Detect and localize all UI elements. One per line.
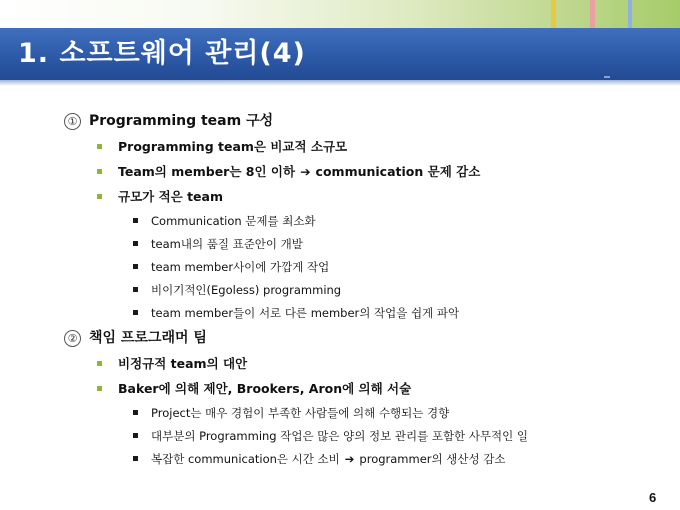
section-heading-1 xyxy=(64,112,273,130)
circled-number: ② xyxy=(64,330,81,347)
black-square-bullet-icon xyxy=(133,241,138,246)
sub-list-item xyxy=(133,235,303,253)
sub-list-item xyxy=(133,427,528,445)
list-item-text: Team의 member는 8인 이하 xyxy=(118,164,296,179)
sub-list-item-text: team내의 품질 표준안이 개발 xyxy=(151,237,303,251)
list-item xyxy=(97,138,347,156)
sub-list-item-text: 비이기적인(Egoless) programming xyxy=(151,283,342,297)
list-item-text: Programming team은 비교적 소규모 xyxy=(118,139,348,154)
sub-list-item-text: team member들이 서로 다른 member의 작업을 쉽게 파악 xyxy=(151,306,460,320)
arrow-right-icon: ➔ xyxy=(344,452,355,466)
sub-list-item-text: 복잡한 communication은 시간 소비 xyxy=(151,452,340,466)
arrow-right-icon: ➔ xyxy=(300,164,311,179)
slide-title: 1. 소프트웨어 관리(4) xyxy=(18,38,306,69)
sub-list-item xyxy=(133,404,449,422)
black-square-bullet-icon xyxy=(133,433,138,438)
list-item xyxy=(97,380,411,398)
list-item-text: 비정규적 team의 대안 xyxy=(118,356,248,371)
green-square-bullet-icon xyxy=(97,194,102,199)
black-square-bullet-icon xyxy=(133,410,138,415)
green-square-bullet-icon xyxy=(97,169,102,174)
list-item xyxy=(97,163,480,181)
circled-number: ① xyxy=(64,113,81,130)
black-square-bullet-icon xyxy=(133,218,138,223)
black-square-bullet-icon xyxy=(133,264,138,269)
sub-list-item xyxy=(133,258,329,276)
section-heading-2 xyxy=(64,329,207,347)
sub-list-item-text: team member사이에 가깝게 작업 xyxy=(151,260,330,274)
sub-list-item-text: programmer의 생산성 감소 xyxy=(359,452,506,466)
page-number: 6 xyxy=(649,490,657,505)
section-heading-text: 책임 프로그래머 팀 xyxy=(89,330,207,346)
green-square-bullet-icon xyxy=(97,386,102,391)
section-heading-text: Programming team 구성 xyxy=(89,113,274,129)
list-item-text: communication 문제 감소 xyxy=(315,164,481,179)
sub-list-item-text: Project는 매우 경험이 부족한 사람들에 의해 수행되는 경향 xyxy=(151,406,450,420)
sub-list-item xyxy=(133,212,316,230)
sub-list-item xyxy=(133,281,341,299)
black-square-bullet-icon xyxy=(133,456,138,461)
sub-list-item xyxy=(133,304,459,322)
black-square-bullet-icon xyxy=(133,310,138,315)
sub-list-item-text: Communication 문제를 최소화 xyxy=(151,214,316,228)
sub-list-item xyxy=(133,450,505,468)
green-square-bullet-icon xyxy=(97,361,102,366)
list-item xyxy=(97,188,223,206)
green-square-bullet-icon xyxy=(97,144,102,149)
black-square-bullet-icon xyxy=(133,287,138,292)
sub-list-item-text: 대부분의 Programming 작업은 많은 양의 정보 관리를 포함한 사무적인 일 xyxy=(151,429,529,443)
list-item xyxy=(97,355,247,373)
list-item-text: 규모가 적은 team xyxy=(118,189,223,204)
list-item-text: Baker에 의해 제안, Brookers, Aron에 의해 서술 xyxy=(118,381,412,396)
